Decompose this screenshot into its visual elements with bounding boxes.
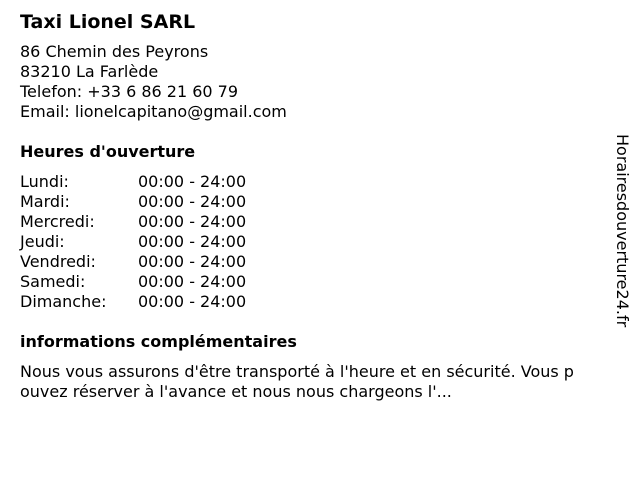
hours-row-thursday (20, 232, 600, 252)
address-block (20, 42, 600, 122)
hours-day: Dimanche: (20, 292, 107, 311)
hours-row-saturday (20, 272, 600, 292)
city-address: 83210 La Farlède (20, 62, 159, 81)
hours-time: 00:00 - 24:00 (138, 252, 247, 271)
hours-row-sunday (20, 292, 600, 312)
business-name: Taxi Lionel SARL (20, 11, 196, 33)
info-heading: informations complémentaires (20, 332, 297, 351)
hours-time: 00:00 - 24:00 (138, 172, 247, 191)
phone-number: Telefon: +33 6 86 21 60 79 (20, 82, 239, 101)
street-address: 86 Chemin des Peyrons (20, 42, 209, 61)
hours-time: 00:00 - 24:00 (138, 192, 247, 211)
hours-time: 00:00 - 24:00 (138, 272, 247, 291)
hours-day: Mardi: (20, 192, 70, 211)
hours-time: 00:00 - 24:00 (138, 212, 247, 231)
site-brand-label: Horairesdouverture24.fr (613, 134, 632, 328)
hours-table (20, 172, 600, 312)
hours-day: Mercredi: (20, 212, 95, 231)
hours-row-friday (20, 252, 600, 272)
business-card (20, 10, 600, 402)
hours-time: 00:00 - 24:00 (138, 232, 247, 251)
hours-heading: Heures d'ouverture (20, 142, 196, 161)
info-text: Nous vous assurons d'être transporté à l'heure et en sécurité. Vous pouvez réserver à l'avance et nous nous chargeons l'... (20, 362, 574, 401)
hours-time: 00:00 - 24:00 (138, 292, 247, 311)
hours-day: Lundi: (20, 172, 69, 191)
hours-row-wednesday (20, 212, 600, 232)
hours-day: Vendredi: (20, 252, 96, 271)
hours-day: Jeudi: (20, 232, 65, 251)
hours-row-monday (20, 172, 600, 192)
hours-row-tuesday (20, 192, 600, 212)
email-address: Email: lionelcapitano@gmail.com (20, 102, 287, 121)
hours-day: Samedi: (20, 272, 86, 291)
